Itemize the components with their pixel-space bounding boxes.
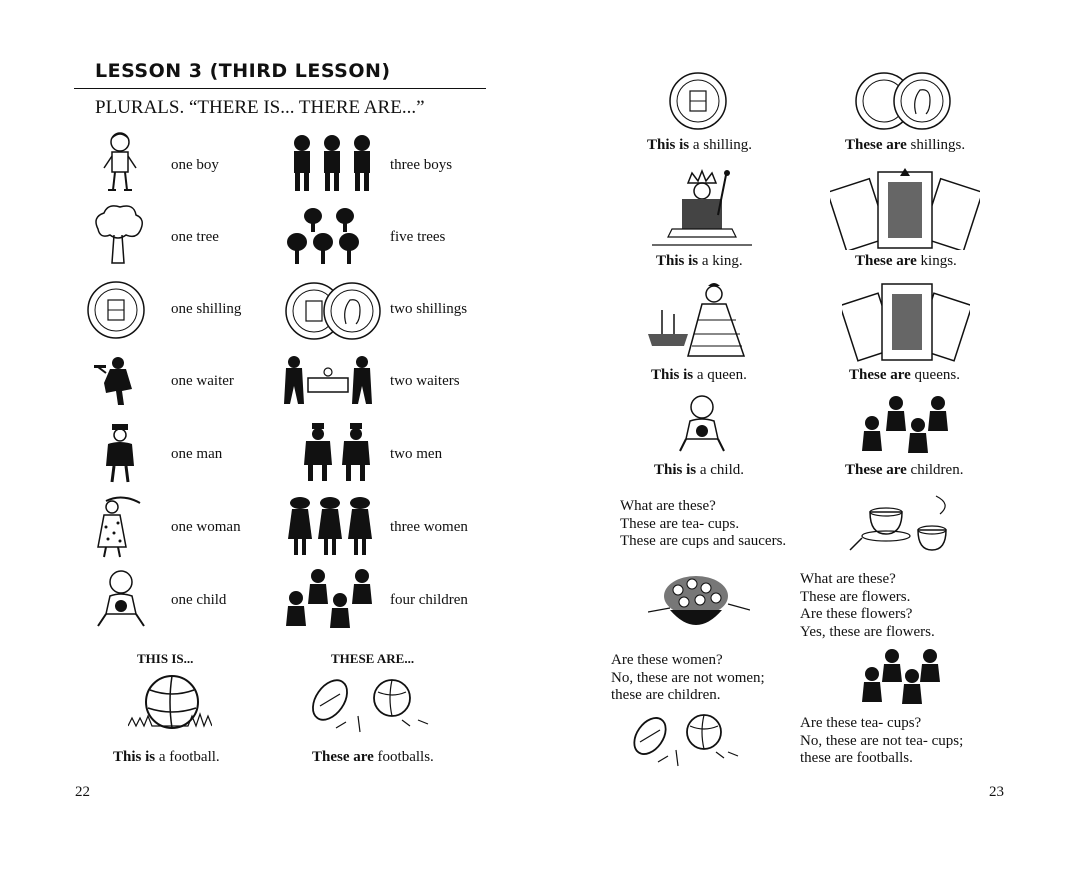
king-icon xyxy=(652,165,752,249)
row-plural-label: three boys xyxy=(390,157,453,173)
children-caption: These are children. xyxy=(845,462,964,478)
row-plural-label: four children xyxy=(390,592,468,608)
kings-icon xyxy=(830,168,980,250)
five-trees-icon xyxy=(285,206,361,268)
queens-caption: These are queens. xyxy=(849,367,960,383)
row-plural-label: two waiters xyxy=(390,373,460,389)
row-singular-label: one shilling xyxy=(171,301,242,317)
footballs-caption: These are footballs. xyxy=(312,749,434,765)
tree-icon xyxy=(90,203,146,267)
waiter-icon xyxy=(92,353,148,409)
flowers-icon xyxy=(648,570,750,636)
women-text: Are these women? No, these are not women; these are children. xyxy=(611,652,765,703)
row-singular-label: one man xyxy=(171,446,223,462)
king-caption: This is a king. xyxy=(656,253,743,269)
footballs-text: Are these tea- cups? No, these are not tea- cups; these are footballs. xyxy=(800,715,964,766)
children-icon xyxy=(860,646,942,706)
queens-icon xyxy=(842,282,970,362)
kings-caption: These are kings. xyxy=(855,253,957,269)
row-singular-label: one child xyxy=(171,592,227,608)
two-men-icon xyxy=(300,423,376,483)
footballs-icon xyxy=(306,676,438,738)
teacups-icon xyxy=(848,494,952,556)
these-are-heading: THESE ARE... xyxy=(331,651,415,666)
three-women-icon xyxy=(284,495,376,557)
boy-icon xyxy=(100,130,140,194)
row-plural-label: five trees xyxy=(390,229,446,245)
children-icon xyxy=(860,393,952,457)
queen-icon xyxy=(648,280,752,358)
shillings-icon xyxy=(854,70,954,132)
queen-caption: This is a queen. xyxy=(651,367,747,383)
page-number-left: 22 xyxy=(75,784,90,800)
row-singular-label: one woman xyxy=(171,519,241,535)
man-icon xyxy=(100,422,140,484)
row-plural-label: three women xyxy=(390,519,468,535)
this-is-heading: THIS IS... xyxy=(137,651,194,666)
row-singular-label: one tree xyxy=(171,229,219,245)
row-plural-label: two shillings xyxy=(390,301,468,317)
two-shillings-icon xyxy=(284,280,382,342)
row-singular-label: one boy xyxy=(171,157,219,173)
football-icon xyxy=(128,672,212,734)
shilling-coin-icon xyxy=(668,71,728,131)
child-icon xyxy=(678,393,726,455)
row-plural-label: two men xyxy=(390,446,443,462)
lesson-title: LESSON 3 (THIRD LESSON) xyxy=(95,60,391,82)
row-singular-label: one waiter xyxy=(171,373,234,389)
football-caption: This is a football. xyxy=(113,749,220,765)
page-subtitle: PLURALS. “THERE IS... THERE ARE...” xyxy=(95,97,425,118)
woman-icon xyxy=(92,495,144,559)
shilling-caption: This is a shilling. xyxy=(647,137,753,153)
shilling-coin-icon xyxy=(86,280,146,340)
child-caption: This is a child. xyxy=(654,462,745,478)
footballs-icon xyxy=(628,712,744,770)
page-number-right: 23 xyxy=(989,784,1004,800)
title-rule xyxy=(74,88,486,89)
child-icon xyxy=(96,568,146,632)
two-waiters-icon xyxy=(282,354,374,408)
shillings-caption: These are shillings. xyxy=(845,137,966,153)
flowers-text: What are these? These are flowers. Are these flowers? Yes, these are flowers. xyxy=(800,571,935,640)
four-children-icon xyxy=(284,566,376,632)
cups-text: What are these? These are tea- cups. These are cups and saucers. xyxy=(620,498,787,549)
three-boys-icon xyxy=(288,133,376,195)
